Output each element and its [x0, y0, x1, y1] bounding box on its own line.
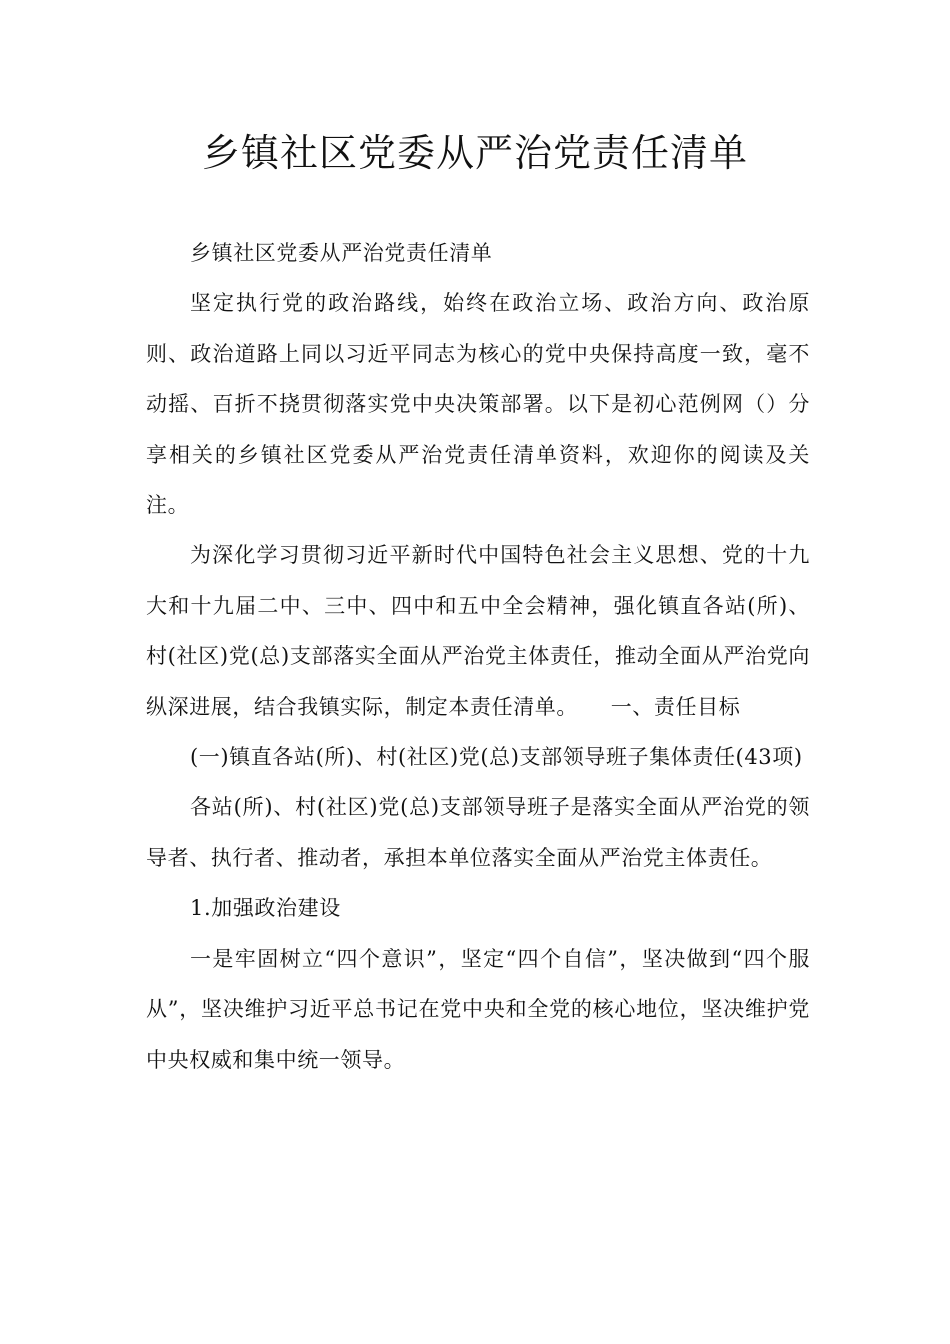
purpose-paragraph: 为深化学习贯彻习近平新时代中国特色社会主义思想、党的十九大和十九届二中、三中、四中和五中全会精神，强化镇直各站(所)、村(社区)党(总)支部落实全面从严治党主体责任，推动全面从严治党向纵深进展，结合我镇实际，制定本责任清单。 一、责任目标 — [146, 543, 810, 719]
document-title: 乡镇社区党委从严治党责任清单 — [201, 131, 748, 175]
subtitle-paragraph: 乡镇社区党委从严治党责任清单 — [190, 241, 493, 265]
responsibility-paragraph: 各站(所)、村(社区)党(总)支部领导班子是落实全面从严治党的领导者、执行者、推动者，承担本单位落实全面从严治党主体责任。 — [146, 795, 810, 870]
subsection-heading: 1.加强政治建设 — [190, 896, 341, 921]
intro-paragraph: 坚定执行党的政治路线，始终在政治立场、政治方向、政治原则、政治道路上同以习近平同志为核心的党中央保持高度一致，毫不动摇、百折不挠贯彻落实党中央决策部署。以下是初心范例网（）分享相关的乡镇社区党委从严治党责任清单资料，欢迎你的阅读及关注。 — [146, 291, 810, 518]
document-body — [146, 228, 810, 1085]
section-heading: (一)镇直各站(所)、村(社区)党(总)支部领导班子集体责任(43项) — [190, 745, 803, 770]
item-paragraph: 一是牢固树立“四个意识”，坚定“四个自信”，坚决做到“四个服从”，坚决维护习近平总书记在党中央和全党的核心地位，坚决维护党中央权威和集中统一领导。 — [146, 946, 810, 1072]
